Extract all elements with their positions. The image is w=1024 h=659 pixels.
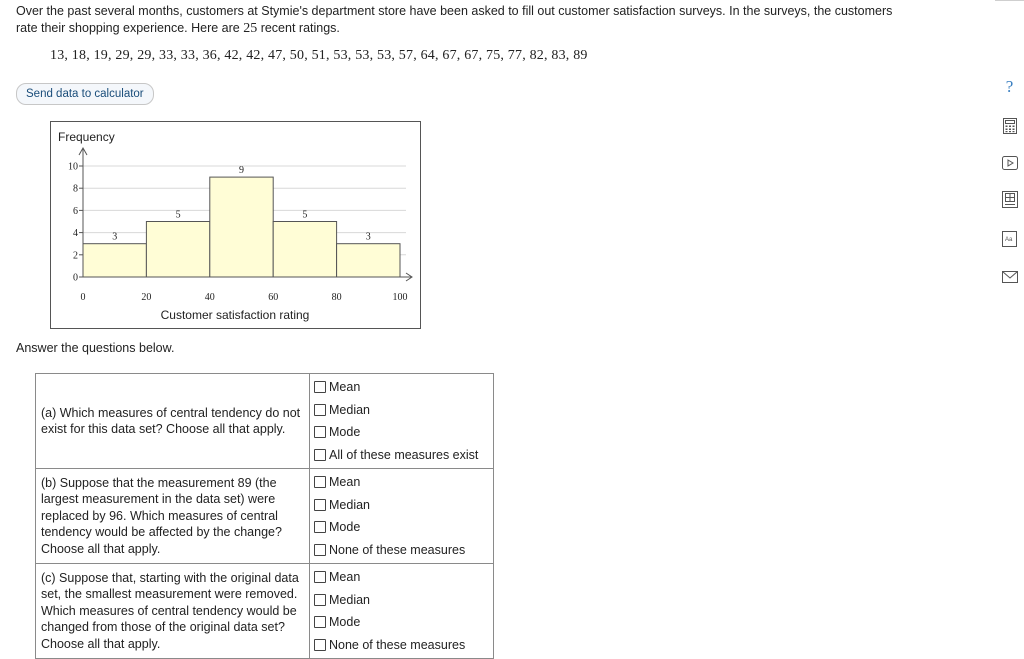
help-symbol: ?	[1005, 76, 1014, 96]
svg-text:Aa: Aa	[1005, 236, 1013, 243]
question-row-c	[36, 564, 494, 659]
data-table-icon[interactable]	[1001, 191, 1018, 208]
qb-option-none[interactable]	[314, 539, 489, 562]
option-label: Median	[329, 497, 370, 512]
qc-option-none[interactable]	[314, 634, 489, 657]
x-tick-label: 60	[268, 292, 279, 303]
checkbox[interactable]	[314, 404, 326, 416]
histogram-bar	[337, 244, 400, 277]
histogram-bar	[273, 222, 336, 278]
question-row-a	[36, 374, 494, 469]
qb-option-mean[interactable]	[314, 471, 489, 494]
y-tick-label: 4	[73, 228, 78, 240]
y-tick-label: 2	[73, 250, 78, 262]
option-label: Mode	[329, 615, 361, 630]
y-tick-label: 6	[73, 205, 78, 217]
answer-prompt: Answer the questions below.	[16, 341, 175, 355]
checkbox[interactable]	[314, 639, 326, 651]
checkbox[interactable]	[314, 571, 326, 583]
y-axis-title: Frequency	[58, 130, 115, 144]
checkbox[interactable]	[314, 449, 326, 461]
intro-line-1: Over the past several months, customers at Stymie's department store have been asked to fill out customer satisfaction surveys. In the surveys, the customers	[16, 4, 893, 18]
tool-sidebar	[995, 0, 1024, 654]
qc-option-median[interactable]	[314, 589, 489, 612]
option-label: None of these measures	[329, 637, 466, 652]
qb-option-median[interactable]	[314, 494, 489, 517]
histogram-bar	[210, 177, 273, 277]
option-label: Mean	[329, 380, 361, 395]
option-label: All of these measures exist	[329, 447, 479, 462]
option-label: Mode	[329, 520, 361, 535]
bar-value-label: 3	[112, 231, 118, 243]
qa-option-all-exist[interactable]	[314, 444, 489, 467]
y-tick-label: 8	[73, 183, 78, 195]
option-label: Median	[329, 402, 370, 417]
checkbox[interactable]	[314, 594, 326, 606]
question-a-text: (a) Which measures of central tendency do not exist for this data set? Choose all that apply.	[36, 374, 310, 469]
checkbox[interactable]	[314, 381, 326, 393]
x-axis-title: Customer satisfaction rating	[160, 308, 310, 322]
text-size-icon[interactable]	[1001, 230, 1018, 247]
x-tick-label: 40	[204, 292, 215, 303]
calculator-icon[interactable]	[1001, 117, 1018, 134]
question-b-text: (b) Suppose that the measurement 89 (the largest measurement in the data set) were replaced by 96. Which measures of central tendency would be affected by the change? Choose all that apply.	[36, 469, 310, 564]
intro-line-2-end: recent ratings.	[257, 21, 340, 35]
bar-value-label: 5	[302, 209, 308, 221]
question-c-options	[310, 564, 494, 659]
x-tick-label: 0	[80, 292, 86, 303]
option-label: Mean	[329, 570, 361, 585]
checkbox[interactable]	[314, 426, 326, 438]
ratings-count: 25	[243, 21, 258, 36]
option-label: Mean	[329, 475, 361, 490]
question-b-options	[310, 469, 494, 564]
problem-intro	[16, 3, 966, 37]
checkbox[interactable]	[314, 616, 326, 628]
data-set: 13, 18, 19, 29, 29, 33, 33, 36, 42, 42, 47, 50, 51, 53, 53, 53, 57, 64, 67, 67, 75, 77, 82, 83, 89	[50, 48, 588, 63]
questions-table	[35, 373, 494, 659]
qb-option-mode[interactable]	[314, 516, 489, 539]
checkbox[interactable]	[314, 499, 326, 511]
histogram-bar	[83, 244, 146, 277]
intro-line-2	[16, 20, 966, 37]
help-icon[interactable]	[1001, 78, 1018, 95]
qa-option-mean[interactable]	[314, 376, 489, 399]
option-label: None of these measures	[329, 542, 466, 557]
question-c-text: (c) Suppose that, starting with the original data set, the smallest measurement were removed. Which measures of central tendency would be changed from those of the original data set? Choose all that apply.	[36, 564, 310, 659]
checkbox[interactable]	[314, 544, 326, 556]
bar-value-label: 3	[365, 231, 371, 243]
send-data-to-calculator-button[interactable]: Send data to calculator	[16, 83, 154, 105]
question-row-b	[36, 469, 494, 564]
intro-line-2-start: rate their shopping experience. Here are	[16, 21, 244, 35]
checkbox[interactable]	[314, 476, 326, 488]
video-icon[interactable]	[1001, 154, 1018, 171]
bar-value-label: 9	[239, 165, 244, 177]
y-tick-label: 10	[68, 161, 78, 173]
sidebar-divider	[995, 0, 1024, 1]
qc-option-mean[interactable]	[314, 566, 489, 589]
histogram-bar	[146, 222, 209, 278]
checkbox[interactable]	[314, 521, 326, 533]
x-tick-label: 100	[392, 292, 408, 303]
question-a-options	[310, 374, 494, 469]
bar-value-label: 5	[175, 209, 181, 221]
x-tick-label: 80	[331, 292, 342, 303]
qa-option-median[interactable]	[314, 399, 489, 422]
x-tick-label: 20	[141, 292, 152, 303]
mail-icon[interactable]	[1001, 268, 1018, 285]
histogram-svg	[51, 122, 420, 328]
qc-option-mode[interactable]	[314, 611, 489, 634]
option-label: Median	[329, 592, 370, 607]
y-tick-label: 0	[73, 272, 78, 284]
qa-option-mode[interactable]	[314, 421, 489, 444]
option-label: Mode	[329, 425, 361, 440]
histogram-chart	[50, 121, 421, 329]
